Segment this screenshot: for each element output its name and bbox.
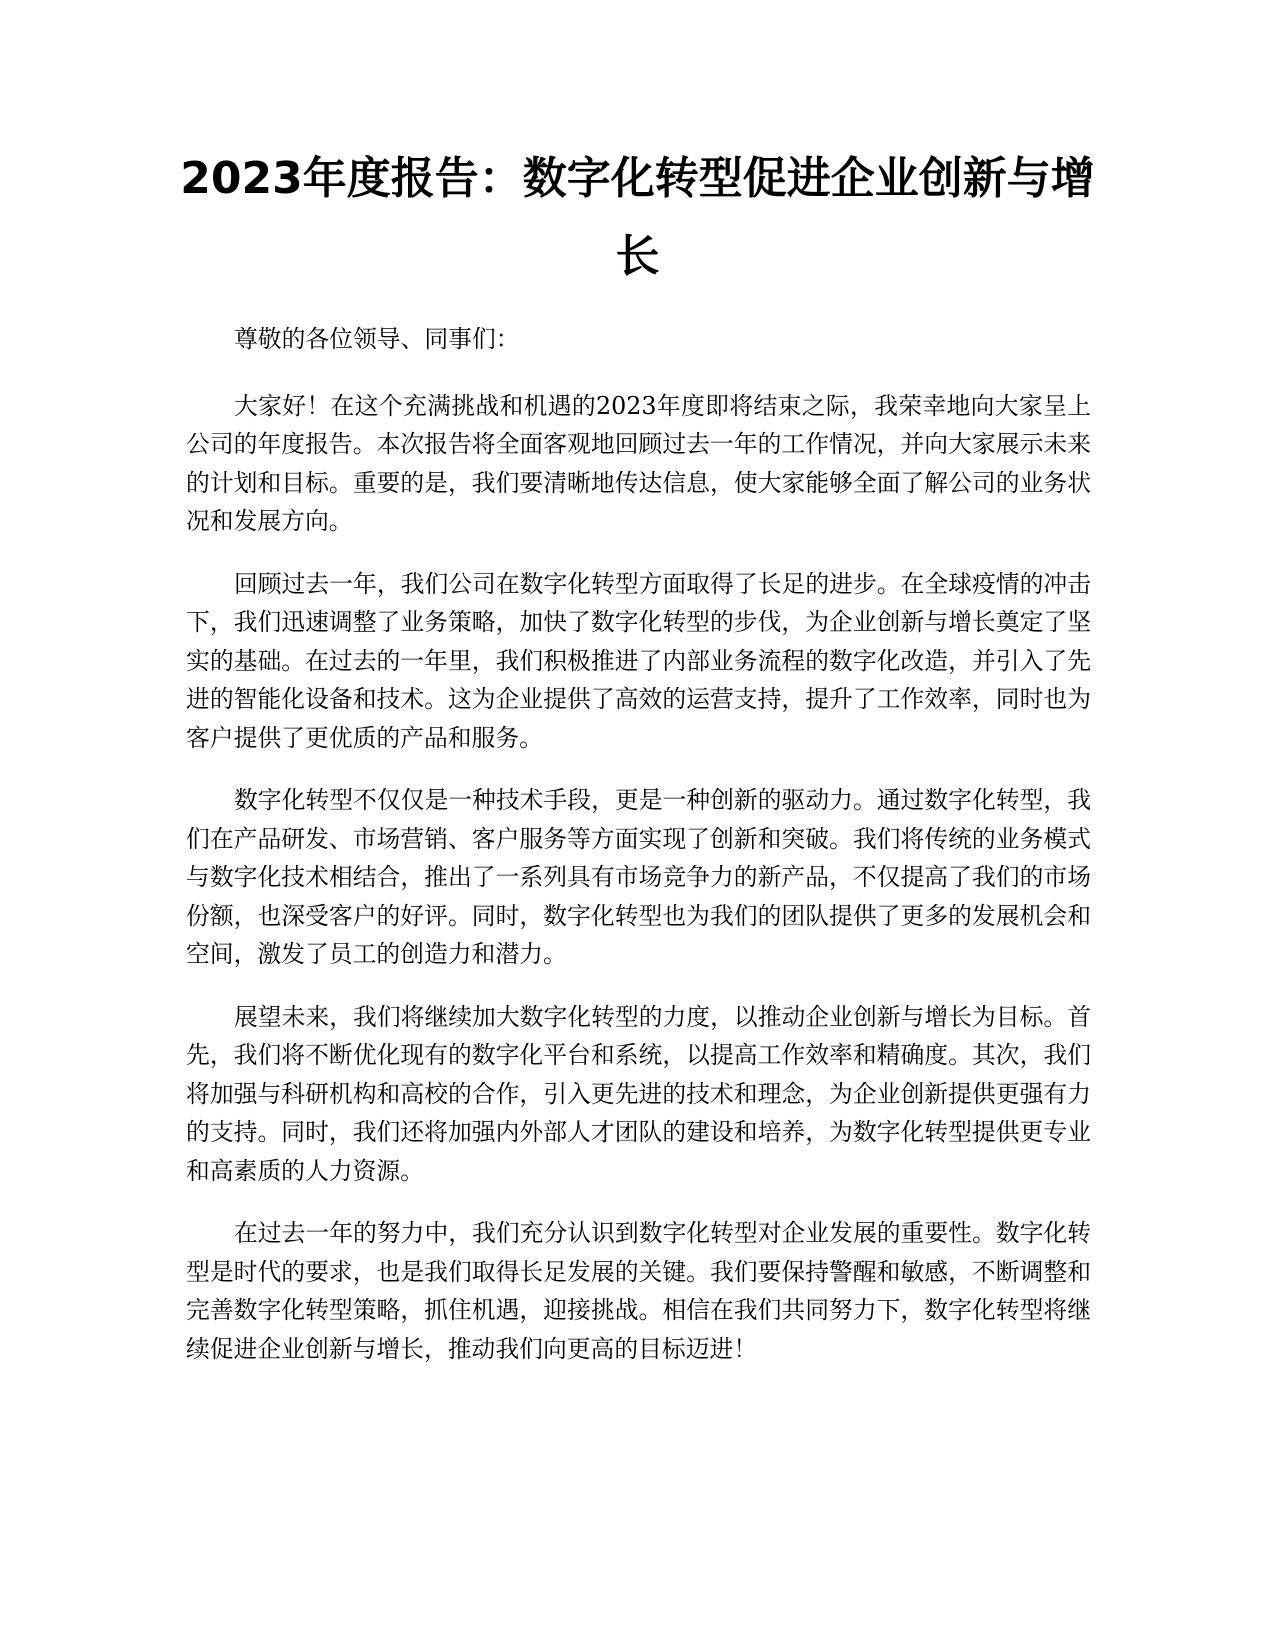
document-title: 2023年度报告：数字化转型促进企业创新与增长 — [180, 153, 1095, 282]
body-paragraph-5: 在过去一年的努力中，我们充分认识到数字化转型对企业发展的重要性。数字化转型是时代的要求，也是我们取得长足发展的关键。我们要保持警醒和敏感，不断调整和完善数字化转型策略，抓住机遇，迎接挑战。相信在我们共同努力下，数字化转型将继续促进企业创新与增长，推动我们向更高的目标迈进！ — [186, 1219, 1091, 1363]
body-paragraph-1: 大家好！在这个充满挑战和机遇的2023年度即将结束之际，我荣幸地向大家呈上公司的年度报告。本次报告将全面客观地回顾过去一年的工作情况，并向大家展示未来的计划和目标。重要的是，我们要清晰地传达信息，使大家能够全面了解公司的业务状况和发展方向。 — [186, 391, 1091, 535]
document-body — [186, 320, 1091, 1392]
greeting-paragraph: 尊敬的各位领导、同事们： — [234, 325, 520, 353]
body-paragraph-4: 展望未来，我们将继续加大数字化转型的力度，以推动企业创新与增长为目标。首先，我们将不断优化现有的数字化平台和系统，以提高工作效率和精确度。其次，我们将加强与科研机构和高校的合作，引入更先进的技术和理念，为企业创新提供更强有力的支持。同时，我们还将加强内外部人才团队的建设和培养，为数字化转型提供更专业和高素质的人力资源。 — [186, 1002, 1091, 1185]
body-paragraph-3: 数字化转型不仅仅是一种技术手段，更是一种创新的驱动力。通过数字化转型，我们在产品研发、市场营销、客户服务等方面实现了创新和突破。我们将传统的业务模式与数字化技术相结合，推出了一系列具有市场竞争力的新产品，不仅提高了我们的市场份额，也深受客户的好评。同时，数字化转型也为我们的团队提供了更多的发展机会和空间，激发了员工的创造力和潜力。 — [186, 786, 1091, 968]
body-paragraph-2: 回顾过去一年，我们公司在数字化转型方面取得了长足的进步。在全球疫情的冲击下，我们迅速调整了业务策略，加快了数字化转型的步伐，为企业创新与增长奠定了坚实的基础。在过去的一年里，我们积极推进了内部业务流程的数字化改造，并引入了先进的智能化设备和技术。这为企业提供了高效的运营支持，提升了工作效率，同时也为客户提供了更优质的产品和服务。 — [186, 569, 1091, 752]
